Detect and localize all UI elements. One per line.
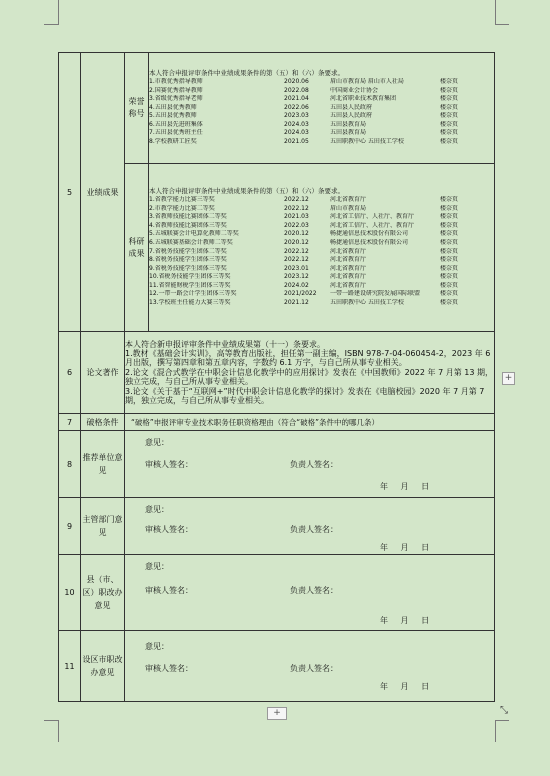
list-item <box>149 239 494 248</box>
opinion-cell[interactable] <box>125 498 495 555</box>
award-name: 1.市教优秀指导教师 <box>149 77 203 85</box>
page-ref: 楼奈页 <box>440 103 459 111</box>
opinion-label: 设区市职改办意见 <box>81 631 125 702</box>
list-item <box>149 299 494 308</box>
opinion-label: 主管部门意见 <box>81 498 125 555</box>
page-ref: 楼奈页 <box>440 112 459 120</box>
award-date: 2021/2022 <box>284 290 317 298</box>
page-ref: 楼奈页 <box>440 230 459 238</box>
award-issuer: 河北省教育厅 <box>330 281 367 289</box>
award-date: 2023.12 <box>284 273 309 281</box>
page-ref: 楼奈页 <box>440 221 459 229</box>
leader-signature-label: 负责人签名： <box>290 525 338 534</box>
papers-cell[interactable] <box>125 332 495 414</box>
page-ref: 楼奈页 <box>440 264 459 272</box>
list-item <box>149 230 494 239</box>
row-number: 11 <box>59 631 81 702</box>
list-item <box>149 87 494 96</box>
crop-mark <box>58 0 59 25</box>
award-name: 2.国赛优秀指导教师 <box>149 86 203 94</box>
category-label: 破格条件 <box>81 414 125 431</box>
award-issuer: 五田县教育局 <box>330 129 367 137</box>
award-date: 2022.12 <box>284 247 309 255</box>
award-issuer: 眉山市教育局 眉山市人社局 <box>330 77 404 85</box>
opinion-prompt: 意见： <box>145 642 169 651</box>
award-name: 7.省税务技能学生团体二等奖 <box>149 247 227 255</box>
list-item <box>149 282 494 291</box>
list-item <box>149 112 494 121</box>
crop-mark <box>44 24 58 25</box>
category-label: 论文著作 <box>81 332 125 414</box>
list-item <box>149 138 494 147</box>
opinion-label: 推荐单位意见 <box>81 431 125 498</box>
list-item <box>149 104 494 113</box>
page-ref: 楼奈页 <box>440 77 459 85</box>
award-issuer: 河北省教育厅 <box>330 264 367 272</box>
crop-mark <box>495 0 496 25</box>
award-date: 2021.12 <box>284 299 309 307</box>
page-ref: 楼奈页 <box>440 86 459 94</box>
honors-header: 本人符合申报评审条件中业绩成果条件的第（五）和（六）条要求。 <box>149 69 344 78</box>
page-ref: 楼奈页 <box>440 290 459 298</box>
opinion-prompt: 意见： <box>145 438 169 447</box>
award-name: 8.学校教研工匠奖 <box>149 138 197 146</box>
award-date: 2021.03 <box>284 213 309 221</box>
crop-mark <box>495 720 496 742</box>
crop-mark <box>495 24 509 25</box>
award-name: 9.省税务技能学生团体三等奖 <box>149 264 227 272</box>
award-issuer: 河北省教育厅 <box>330 195 367 203</box>
list-item <box>149 256 494 265</box>
list-item <box>149 205 494 214</box>
award-date: 2022.12 <box>284 256 309 264</box>
exception-text[interactable]: “破格”申报评审专业技术职务任职资格理由（符合“破格”条件中的哪几条） <box>125 414 495 431</box>
leader-signature-label: 负责人签名： <box>290 586 338 595</box>
subcategory-label: 荣誉称号 <box>125 53 149 164</box>
papers-line: 3.论文《关于基于“互联网+”时代中职会计信息化教学的探讨》发表在《电脑校园》2020 年 7 月第 7 期，独立完成，与自己所从事专业相关。 <box>125 386 485 406</box>
award-date: 2020.06 <box>284 77 309 85</box>
award-issuer: 一带一路建设研究院发展国际联盟 <box>330 290 421 298</box>
list-item <box>149 290 494 299</box>
page-ref: 楼奈页 <box>440 213 459 221</box>
award-name: 6.五城联赛基础会计教师二等奖 <box>149 238 233 246</box>
date-label: 年 月 日 <box>380 682 430 691</box>
award-name: 4.五田县优秀教师 <box>149 103 197 111</box>
opinion-row <box>59 631 495 702</box>
honors-list[interactable] <box>149 53 495 164</box>
award-date: 2021.05 <box>284 138 309 146</box>
row-number: 5 <box>59 53 81 332</box>
award-date: 2024.03 <box>284 120 309 128</box>
page-ref: 楼奈页 <box>440 120 459 128</box>
award-issuer: 河北省职业技术教育集团 <box>330 95 397 103</box>
award-name: 1.省教学能力比赛三等奖 <box>149 195 215 203</box>
list-item <box>149 273 494 282</box>
list-item <box>149 265 494 274</box>
list-item <box>149 129 494 138</box>
award-issuer: 河北省教育厅 <box>330 247 367 255</box>
papers-line: 1.教材《基础会计实训》，高等教育出版社，担任第一副主编，ISBN 978-7-04-060454-2，2023 年 6 月出版，撰写第四章和第五章内容，字数约 6.1 万字，与自己所从事专业相关。 <box>125 348 491 368</box>
list-item <box>149 196 494 205</box>
page-ref: 楼奈页 <box>440 273 459 281</box>
subcategory-label: 科研成果 <box>125 164 149 332</box>
research-header: 本人符合申报评审条件中业绩成果条件的第（五）和（六）条要求。 <box>149 187 344 196</box>
award-date: 2022.03 <box>284 221 309 229</box>
award-issuer: 畅捷通信息技术股份有限公司 <box>330 230 409 238</box>
table-resize-icon[interactable]: ⤡ <box>500 705 508 716</box>
opinion-cell[interactable] <box>125 631 495 702</box>
page-ref: 楼奈页 <box>440 281 459 289</box>
award-name: 7.五田县优秀班主任 <box>149 129 203 137</box>
page-ref: 楼奈页 <box>440 247 459 255</box>
date-label: 年 月 日 <box>380 543 430 552</box>
date-label: 年 月 日 <box>380 482 430 491</box>
list-item <box>149 78 494 87</box>
category-label: 业绩成果 <box>81 53 125 332</box>
papers-line: 本人符合新申报评审条件中业绩成果第（十一）条要求。 <box>125 339 325 349</box>
reviewer-signature-label: 审核人签名： <box>145 525 193 534</box>
award-date: 2023.01 <box>284 264 309 272</box>
opinion-row <box>59 498 495 555</box>
opinion-prompt: 意见： <box>145 505 169 514</box>
award-name: 5.五城联赛会计电算化教师二等奖 <box>149 230 239 238</box>
reviewer-signature-label: 审核人签名： <box>145 664 193 673</box>
opinion-row <box>59 555 495 631</box>
list-item <box>149 121 494 130</box>
reviewer-signature-label: 审核人签名： <box>145 460 193 469</box>
award-date: 2022.06 <box>284 103 309 111</box>
row-number: 7 <box>59 414 81 431</box>
award-date: 2022.12 <box>284 195 309 203</box>
list-item <box>149 213 494 222</box>
opinion-cell[interactable] <box>125 555 495 631</box>
reviewer-signature-label: 审核人签名： <box>145 586 193 595</box>
page-ref: 楼奈页 <box>440 256 459 264</box>
award-name: 4.省教师技能比赛团体三等奖 <box>149 221 227 229</box>
row-number: 8 <box>59 431 81 498</box>
award-name: 12.一带一路会计学生团体三等奖 <box>149 290 237 298</box>
award-issuer: 五田县人民政府 <box>330 112 373 120</box>
add-row-icon[interactable]: + <box>267 707 287 720</box>
award-issuer: 河北省教育厅 <box>330 273 367 281</box>
application-table <box>58 52 495 702</box>
crop-mark <box>495 720 509 721</box>
crop-mark <box>58 720 59 742</box>
award-name: 6.五田县先进班集体 <box>149 120 203 128</box>
award-date: 2020.12 <box>284 230 309 238</box>
opinion-row <box>59 431 495 498</box>
page-ref: 楼奈页 <box>440 138 459 146</box>
award-date: 2021.04 <box>284 95 309 103</box>
papers-line: 2.论文《混合式教学在中职会计信息化教学中的应用探讨》发表在《中国教师》2022 年 7 月第 13 期，独立完成，与自己所从事专业相关。 <box>125 367 493 387</box>
page-ref: 楼奈页 <box>440 129 459 137</box>
award-issuer: 五田县教育局 <box>330 120 367 128</box>
opinion-prompt: 意见： <box>145 562 169 571</box>
page-ref: 楼奈页 <box>440 299 459 307</box>
award-name: 5.五田县优秀教师 <box>149 112 197 120</box>
award-issuer: 中国商业会计协会 <box>330 86 379 94</box>
leader-signature-label: 负责人签名： <box>290 460 338 469</box>
award-date: 2022.12 <box>284 204 309 212</box>
page-ref: 楼奈页 <box>440 238 459 246</box>
award-name: 10.省税务技能学生团体三等奖 <box>149 273 231 281</box>
page-ref: 楼奈页 <box>440 95 459 103</box>
award-issuer: 五田县人民政府 <box>330 103 373 111</box>
award-name: 13.学校班主任能力大赛三等奖 <box>149 299 231 307</box>
award-name: 2.市教学能力比赛二等奖 <box>149 204 215 212</box>
list-item <box>149 222 494 231</box>
opinion-cell[interactable] <box>125 431 495 498</box>
page-ref: 楼奈页 <box>440 195 459 203</box>
list-item <box>149 248 494 257</box>
opinion-label: 县（市、区）职改办意见 <box>81 555 125 631</box>
award-date: 2024.03 <box>284 129 309 137</box>
row-number: 6 <box>59 332 81 414</box>
award-issuer: 河北省工信厅、人社厅、教育厅 <box>330 213 415 221</box>
leader-signature-label: 负责人签名： <box>290 664 338 673</box>
award-issuer: 河北省工信厅、人社厅、教育厅 <box>330 221 415 229</box>
award-date: 2020.12 <box>284 238 309 246</box>
award-name: 8.省税务技能学生团体三等奖 <box>149 256 227 264</box>
award-name: 11.省智能财税学生团体三等奖 <box>149 281 231 289</box>
crop-mark <box>44 720 58 721</box>
row-number: 10 <box>59 555 81 631</box>
research-list[interactable] <box>149 164 495 332</box>
list-item <box>149 95 494 104</box>
award-issuer: 眉山市教育局 <box>330 204 367 212</box>
award-issuer: 畅捷通信息技术股份有限公司 <box>330 238 409 246</box>
add-column-icon[interactable]: + <box>502 372 515 385</box>
award-name: 3.省教师技能比赛团体二等奖 <box>149 213 227 221</box>
award-issuer: 五田职教中心 五田技工学校 <box>330 138 404 146</box>
row-number: 9 <box>59 498 81 555</box>
award-date: 2023.03 <box>284 112 309 120</box>
award-date: 2022.08 <box>284 86 309 94</box>
page-ref: 楼奈页 <box>440 204 459 212</box>
date-label: 年 月 日 <box>380 616 430 625</box>
award-date: 2024.02 <box>284 281 309 289</box>
award-issuer: 河北省教育厅 <box>330 256 367 264</box>
award-issuer: 五田职教中心 五田技工学校 <box>330 299 404 307</box>
award-name: 3.省级优秀指导老师 <box>149 95 203 103</box>
